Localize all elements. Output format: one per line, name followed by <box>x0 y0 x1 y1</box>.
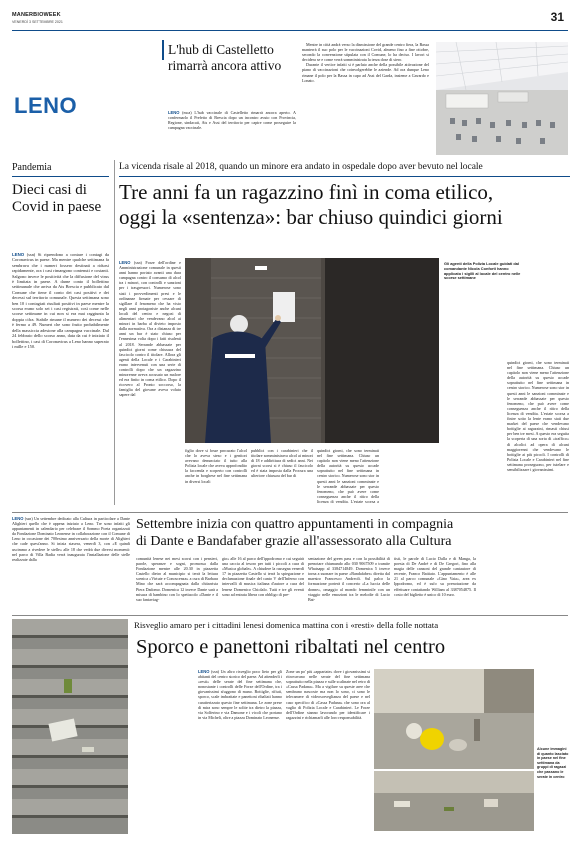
article3-title-2: di Dante e Bandafaber grazie all'assessorato alla Cultura <box>136 534 452 549</box>
article1-col3-text: Durante il vertice infatti si è parlato anche della possibile attivazione del piano di vaccinazioni che coinvolgerebbe le aziende. Ad ora dunque Leno rimane il polo per la Bassa in capo ad Asst del Garda, insieme a Gavardo e Lonato. <box>302 62 429 83</box>
article2-col5-text: quindici giorni, che sono terminati nel fine settimana. Chiuso un capitolo non viene meno l'attenzione della autorità su questo accade soprattutto nel fine settimana in centro storico. Numerose sono stor in questi anni le sanzioni comminate e le serrande abbassate per questo fenomeno, che può avere come conseguenza anche il ritiro della licenza di vendita. L'estate scorsa a finire sotto la lente erano stati due market del paese che vendevano bottiglie ai ragazzini, rimasti chiusi per ben tre mesi. A questo era seguita la scoperta di una sorta di «traffico» di alcolici ad opera di alcuni maggiorenni che vendevano le bottiglie ai più piccoli. I controlli di Polizia Locale e Carabinieri nel fine settimana proseguono, per tutelare e sensibilizzare i giovanissimi. <box>507 360 569 472</box>
article4-kicker: Risveglio amaro per i cittadini lenesi domenica mattina con i «resti» della folle nottata <box>134 620 439 630</box>
article3-col5-text: tisti, le parole di Lucio Dalla e di Manga, la poesia di De Andrè e di De Gregori, fino alla magia delle canzoni del grande cantautore di recente, Franco Battiato. L'appuntamento è alle 21 al parco comunale «Gino Vaia», area ex Ippodromo, ed è sufo su prenotazione da effettuare contattando William al 3387054875. Il costo del biglietto è unico di 10 euro. <box>394 556 476 597</box>
masthead-rule <box>12 30 568 31</box>
article2-col2 <box>185 448 247 503</box>
article2-caption: Gli agenti della Polizia Locale guidati dal comandante Nicola Conforti hanno applicato i sigilli al locale del centro nelle scorse settimane <box>444 261 521 281</box>
sidebar-rule <box>12 176 109 177</box>
article4-title: Sporco e panettoni ribaltati nel centro <box>136 636 446 658</box>
article2-col5 <box>507 360 569 503</box>
article3-title-1: Settembre inizia con quattro appuntamenti in compagnia <box>136 517 454 532</box>
brand-name: MANERBIOWEEK <box>12 12 61 18</box>
article2-title-2: oggi la «sentenza»: bar chiuso quindici giorni <box>119 205 503 229</box>
article2-col1-text: (ssn) Forze dell'ordine e Amministrazione comunale in questi anni hanno portato avanti una dura campagna contro il consumo di alcol tra i minori, con controlli e sanzioni per i trasgressori. Numerose sono stati i provvedimenti presi e le ordinanze firmate per cessare di sigillare il fenomeno che ha visto negli anni protagoniste anche alcuni locali del centro e negozi di alimentari che vendevano alcol ai minori in barba al divieto imposto dalla normativa. Ora a distanza di tre anni un bar è stato chiuso per l'ennesima volta dopo i fatti risalenti al 2018. Serrande abbassate per quindici giorni come chiusura del fascicolo contro il titolare. Allora gli agenti della Locale e i Carabinieri erano intervenuti con una serie di controlli dopo che un ragazzino minorenne aveva accusato un malore ed era finito in coma etilico. Dopo il ricovero al Pronto soccorso, la famiglia del giovane aveva voluto sapere dal <box>119 260 181 398</box>
article4-col2-text: Zone un po' più «appartate» dove i giovanissimi si ritrovavano nelle serate del fine settimana soprattutto nella piazza e sulle scalinate nel retro di «Cassa Padana». Ma a vigilare su queste aree che sembrano nascoste ma non lo sono, ci sono le telecamere di videosorveglianza del paese e nel caso specifico di «Cassa Padana» che sono ora al vaglio di Polizia Locale e Carabinieri. Le Forze dell'Ordine stanno lavorando per identificare i ragazzini e richiamarli alle loro responsabilità. <box>286 669 370 720</box>
article1-col1 <box>168 110 296 160</box>
column-divider <box>114 160 115 505</box>
article2-col3-text: pubblici con i carabinieri che il titolare somministrava alcol ai minori di 18 e addirittura di sedici anni. Nei giorni scorsi si è chiuso il fascicolo ed è stata imposta dalla Procura una ulteriore chiusura del bar di <box>251 448 313 479</box>
article3-col2-text: comunità lenese nei mesi scorsi con i pensieri, parole, speranze e sogni, promossa dalla Fondazione mentre alle 20.30 in piazzetta Castello dietro al municipio si terrà la lettura scenica «Virtute e Conoscenza» a cura di Barbara Mino che sarà accompagnata dalla chitarrista Piera Dadomo. Domenica 12 invece Dante sarà a misura di bambino con lo spettacolo «Dante e il suo fantaviag- <box>136 556 218 602</box>
article1-lead: LENO <box>168 110 180 115</box>
sidebar-title: Dieci casi di Covid in paese <box>12 182 102 215</box>
sidebar-text <box>12 252 109 502</box>
article3-col3-text: gio» alle 16 al parco dell'ippodromo e cui seguirà una caccia al tesoro per tutti i piccoli a cura di «Musica globale». A chiudere la rassegna venerdì 17 in piazzetta Castello si terrà la spiegazione e declamazione finale del canto V dell'Inferno con intervalli di musica italiana d'autore a cura del lenese Domenico Chiolalo. Tutti e tre gli eventi sono ad entrata libera con obbligo di pre- <box>222 556 304 597</box>
article1-title: L'hub di Castelletto rimarrà ancora attivo <box>168 42 282 73</box>
article3-top-rule <box>12 512 568 513</box>
article1-col2 <box>302 42 429 160</box>
section-label: LENO <box>14 93 78 118</box>
sidebar-kicker: Pandemia <box>12 162 52 173</box>
article3-col4 <box>308 556 390 612</box>
photo-stairs-trash <box>12 619 128 834</box>
article3-col3 <box>222 556 304 612</box>
article2-col2-text: figlio dove si fosse procurato l'alcol che lo aveva steso e i genitori avevano denunciato il tutto alla Polizia locale che aveva approfondito la faccenda e scoperto con controlli anche in borghese nel fine settimana in diversi locali <box>185 448 247 484</box>
sidebar-covid <box>12 160 109 505</box>
article-dante-bandafaber <box>12 514 568 614</box>
issue-date: VENERDÌ 3 SETTEMBRE 2021 <box>12 20 63 24</box>
article3-col1 <box>12 516 130 610</box>
article-bar-closed <box>119 160 570 510</box>
article2-kicker: La vicenda risale al 2018, quando un minore era andato in ospedale dopo aver bevuto nel locale <box>119 162 483 172</box>
article1-rule <box>162 40 164 60</box>
article2-lead: LENO <box>119 260 131 265</box>
photo-overturned-bollards <box>374 669 534 769</box>
article2-col3 <box>251 448 313 503</box>
article-hub-castelletto <box>162 40 570 160</box>
sidebar-body: (ssn) Si riprendono a contare i contagi da Coronavirus in paese. Ma mentre qualche settimana fa sembrava che i numeri fossero destinati a ridursi rapidamente, ora i casi rimangono contenuti e costanti. Salgono invece le positività che la diffusione del virus è limitata in paese. A darne conto il bollettino settimanale che arriva da Ats Brescia e pubblicato dal Comune che tiene il conto dei casi positivi e dei decessi sul territorio comunale. Questa settimana sono ben 10 i contagiati risultati positivi in paese mentre la scorsa erano solo sei i casi registrati, così come nelle scorse settimane in cui non si era mai raggiunta la doppia cifra. Stabile rimane il numero dei decessi che è fermo a 49. Numeri che sono frutto probabilmente della massiccia adesione alla campagna vaccinale. Dal 24 febbraio dello scorso anno, data da cui è iniziato il bollettino, i casi di Coronavirus a Leno hanno superato i mille e 150. <box>12 252 109 349</box>
photo-street-litter <box>374 771 534 831</box>
photo-vaccination-hub <box>436 42 568 155</box>
page-number: 31 <box>550 10 564 24</box>
sidebar-lead: LENO <box>12 252 25 257</box>
article4-lead: LENO <box>198 669 210 674</box>
article4-caption: Alcune immagini di quanto lasciato in paese nel fine settimana da gruppi di ragazzi che passano le serate in centro <box>537 747 569 779</box>
article2-col4a <box>317 448 379 503</box>
photo-police-sealing-bar <box>185 258 439 443</box>
article3-col5 <box>394 556 476 612</box>
article1-col1-text: (mca) L'hub vaccinale di Castelletto rimarrà ancora aperto. A confermarlo il Prefetto di Brescia dopo un incontro avuto con Provincia, Regione, sindacati, Ats e Asst del territorio per capire come proseguire la campagna vaccinale. <box>168 110 296 131</box>
masthead <box>12 10 568 30</box>
article2-col4-text: quindici giorni, che sono terminati nel fine settimana. Chiuso un capitolo non viene meno l'attenzione della autorità su questo accade soprattutto nel fine settimana in centro storico. Numerose sono stor in questi anni le sanzioni comminate e le serrande abbassate per questo fenomeno, che può avere come conseguenza anche il ritiro della licenza di vendita. L'estate scorsa a <box>317 448 379 503</box>
article2-title-1: Tre anni fa un ragazzino finì in coma etilico, <box>119 180 494 204</box>
article3-col2 <box>136 556 218 612</box>
article3-col1-text: (ssn) Un settembre dedicato alla Cultura in particolare a Dante Alighieri quello che è appena iniziato a Leno. Tre sono infatti gli appuntamenti in calendario per celebrare il Sommo Poeta organizzati da Fondazione Dominato Leonense in collaborazione con il Comune di Leno in occasione dei 700esimo anniversario della morte di Alighieri che cade quest'anno. Si inizia stasera, venerdì 3, con «E quindi uscimmo a rivedere le stelle» alle 18 che vedrà due diversi momenti: nel parco di Villa Badia verrà inaugurata l'installazione delle stelle realizzate dalla <box>12 516 130 562</box>
article4-col1-text: (ssn) Un altro risveglio poco lieto per gli abitanti del centro storico del paese. Ad attenderli i «resti» delle serate del fine settimana che, nonostante i controlli delle Forze dell'Ordine, tra i giovanissimi sfuggono di mano. Bottiglie, rifiuti, sporco, scale imbrattate e panettoni ribaltati hanno caratterizzato questo fine settimana. Le zone prese di mira sono sempre le solite tra dietro la piazza, via Solferino e via Damone e i vicoli che portano in via Micheli, oltre a piazza Dominato Leonense. <box>198 669 282 720</box>
article3-col4-text: sentazione del green pass e con la possibilità di prenotare chiamando allo 030 9067509 o tramite Whatsapp al 3384714849. Domenica 5 invece torna a suonare in paese «Bandafaber» diretta dal maestro Francesco Andreoli. Sul palco la formazione porterà il concerto «La luccia delle donne», omaggio al mondo femminile con un viaggio nelle emozioni tra le melodie di Lucio Bat- <box>308 556 390 602</box>
article2-rule <box>119 176 570 177</box>
article3-lead: LENO <box>12 516 24 521</box>
article4-top-rule <box>12 615 568 616</box>
article1-col2-text: Mentre in città andrà verso la dismissione del grande centro fiera, la Bassa manterrà il suo polo per le vaccinazioni Covid, almeno fino a fine ottobre, secondo la convenzione stipulata con il Comune, lo ha deciso. I lavori si decidera se e come verrà somministrata la terza dose di siero. <box>302 42 429 63</box>
article2-col1 <box>119 260 181 502</box>
article4-col1 <box>198 669 282 829</box>
article4-col2 <box>286 669 370 829</box>
article-sporco-panettoni <box>12 617 568 837</box>
